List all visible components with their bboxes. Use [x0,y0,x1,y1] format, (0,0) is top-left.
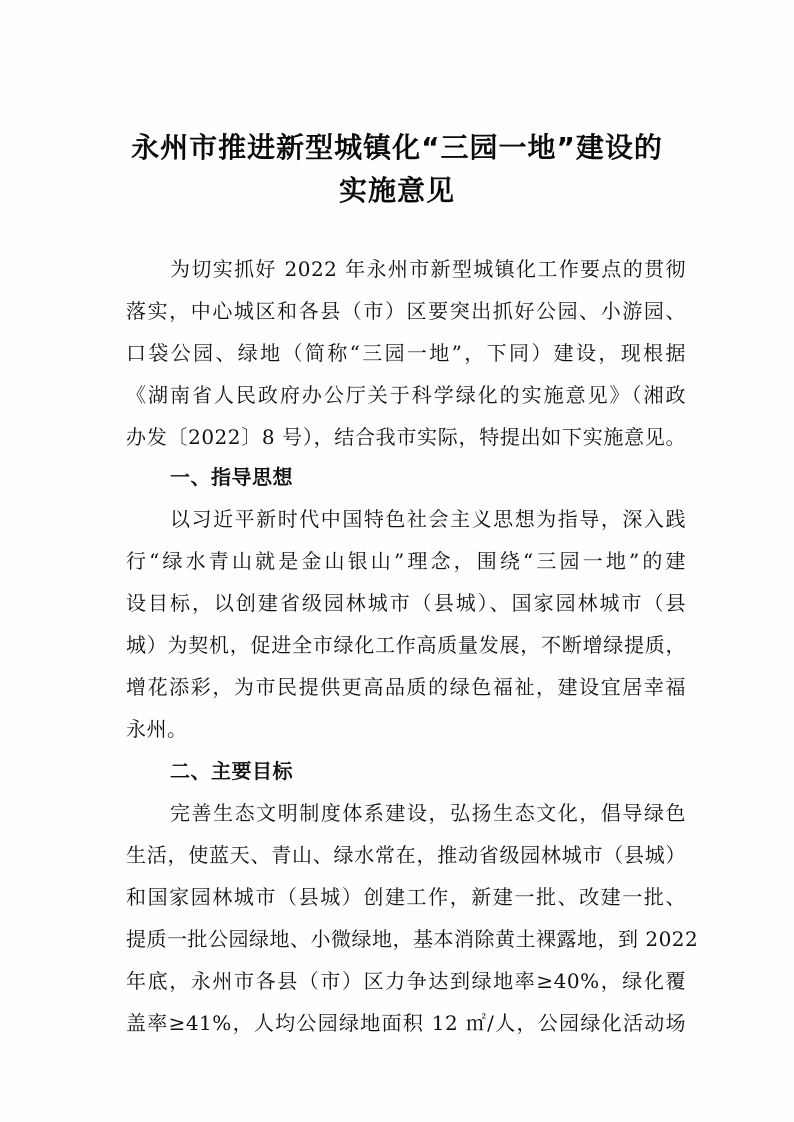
intro-line-1: 为切实抓好 2022 年永州市新型城镇化工作要点的贯彻 [170,257,686,281]
section2-line-4: 提质一批公园绿地、小微绿地，基本消除黄土裸露地，到 2022 [126,927,699,951]
section2-line-3: 和国家园林城市（县城）创建工作，新建一批、改建一批、 [126,885,686,909]
section-heading-main-goals: 二、主要目标 [170,759,293,783]
document-title-line-1: 永州市推进新型城镇化“三园一地”建设的 [131,131,663,164]
section1-line-2: 行“绿水青山就是金山银山”理念，围绕“三园一地”的建 [126,549,686,573]
section1-line-5: 增花添彩，为市民提供更高品质的绿色福祉，建设宜居幸福 [126,675,686,699]
section2-line-6: 盖率≥41%，人均公园绿地面积 12 ㎡/人，公园绿化活动场 [126,1011,686,1035]
section2-line-1: 完善生态文明制度体系建设，弘扬生态文化，倡导绿色 [170,801,686,825]
intro-line-5: 办发〔2022〕8 号），结合我市实际，特提出如下实施意见。 [126,425,686,449]
intro-line-2: 落实，中心城区和各县（市）区要突出抓好公园、小游园、 [126,299,686,323]
intro-line-3: 口袋公园、绿地（简称“三园一地”，下同）建设，现根据 [126,341,686,365]
section1-line-1: 以习近平新时代中国特色社会主义思想为指导，深入践 [170,507,686,531]
section1-line-6: 永州。 [126,717,188,741]
document-title-line-2: 实施意见 [338,174,455,207]
section1-line-4: 城）为契机，促进全市绿化工作高质量发展，不断增绿提质， [126,633,686,657]
section2-line-5: 年底，永州市各县（市）区力争达到绿地率≥40%，绿化覆 [126,969,686,993]
section-heading-guiding-ideology: 一、指导思想 [170,465,293,489]
section1-line-3: 设目标，以创建省级园林城市（县城）、国家园林城市（县 [126,591,686,615]
section2-line-2: 生活，使蓝天、青山、绿水常在，推动省级园林城市（县城） [126,843,686,867]
intro-line-4: 《湖南省人民政府办公厅关于科学绿化的实施意见》（湘政 [126,383,686,407]
